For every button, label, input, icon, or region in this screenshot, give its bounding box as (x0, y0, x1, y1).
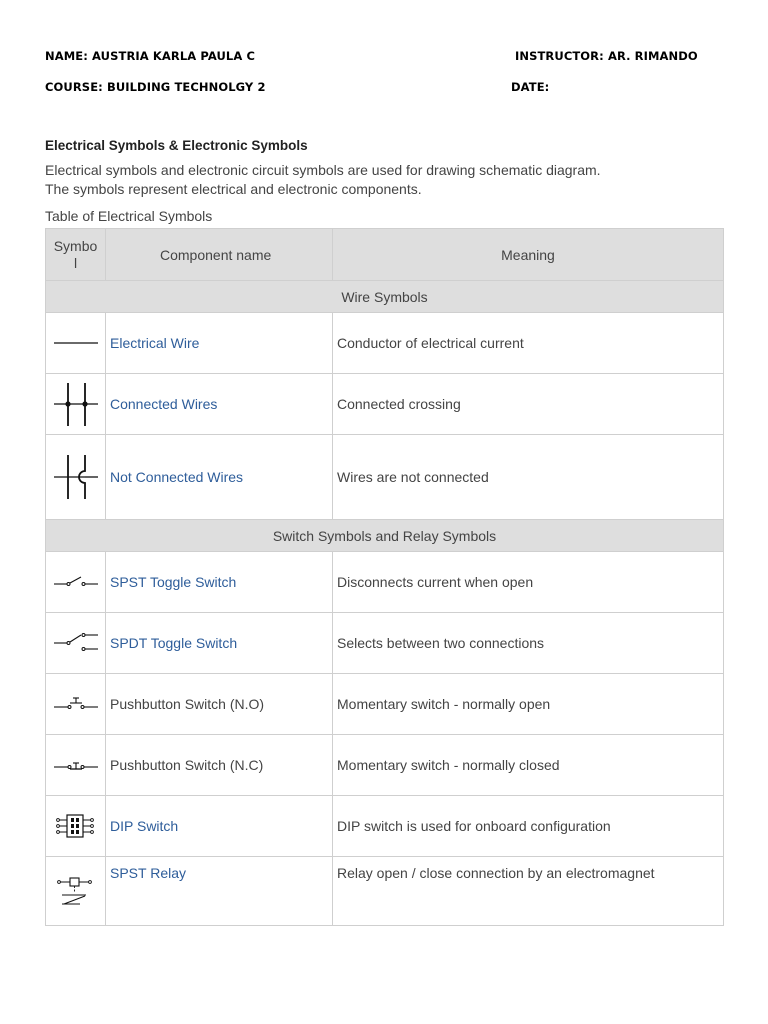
component-name: Pushbutton Switch (N.C) (106, 735, 333, 796)
table-row (46, 613, 724, 674)
intro-text (45, 161, 735, 199)
table-row (46, 313, 724, 374)
component-link[interactable]: SPDT Toggle Switch (106, 613, 333, 674)
column-header-meaning: Meaning (333, 229, 724, 281)
table-caption: Table of Electrical Symbols (45, 208, 213, 224)
component-name: Pushbutton Switch (N.O) (106, 674, 333, 735)
component-meaning: Conductor of electrical current (333, 313, 724, 374)
column-header-symbol (46, 229, 106, 281)
component-link[interactable]: SPST Toggle Switch (106, 552, 333, 613)
component-meaning: Momentary switch - normally closed (333, 735, 724, 796)
component-link[interactable]: SPST Relay (106, 857, 333, 926)
component-meaning: Connected crossing (333, 374, 724, 435)
table-row (46, 796, 724, 857)
table-row (46, 435, 724, 520)
intro-line-1: Electrical symbols and electronic circuit symbols are used for drawing schematic diagram. (45, 162, 601, 178)
spst-toggle-switch-icon (46, 552, 106, 613)
component-meaning: DIP switch is used for onboard configuration (333, 796, 724, 857)
connected-wires-icon (46, 374, 106, 435)
component-meaning: Wires are not connected (333, 435, 724, 520)
component-meaning: Momentary switch - normally open (333, 674, 724, 735)
pushbutton-nc-icon (46, 735, 106, 796)
table-row (46, 552, 724, 613)
student-name: NAME: AUSTRIA KARLA PAULA C (45, 49, 256, 63)
column-header-component: Component name (106, 229, 333, 281)
pushbutton-no-icon (46, 674, 106, 735)
spdt-toggle-switch-icon (46, 613, 106, 674)
spst-relay-icon (46, 857, 106, 926)
intro-line-2: The symbols represent electrical and electronic components. (45, 181, 422, 197)
section-title: Wire Symbols (46, 281, 724, 313)
electrical-symbols-table (45, 228, 724, 926)
component-link[interactable]: DIP Switch (106, 796, 333, 857)
table-row (46, 674, 724, 735)
component-link[interactable]: Electrical Wire (106, 313, 333, 374)
page-title: Electrical Symbols & Electronic Symbols (45, 138, 308, 153)
component-link[interactable]: Connected Wires (106, 374, 333, 435)
section-title: Switch Symbols and Relay Symbols (46, 520, 724, 552)
table-row (46, 857, 724, 926)
column-header-symbol-line1: Symbo (53, 237, 98, 254)
section-row-switch (46, 520, 724, 552)
not-connected-wires-icon (46, 435, 106, 520)
component-link[interactable]: Not Connected Wires (106, 435, 333, 520)
table-header-row (46, 229, 724, 281)
column-header-symbol-line2: l (73, 254, 78, 271)
course-name: COURSE: BUILDING TECHNOLGY 2 (45, 80, 266, 94)
component-meaning: Selects between two connections (333, 613, 724, 674)
date-label: DATE: (511, 80, 550, 94)
component-meaning: Disconnects current when open (333, 552, 724, 613)
component-meaning: Relay open / close connection by an electromagnet (333, 857, 724, 926)
dip-switch-icon (46, 796, 106, 857)
table-row (46, 374, 724, 435)
instructor-name: INSTRUCTOR: AR. RIMANDO (515, 49, 698, 63)
electrical-wire-icon (46, 313, 106, 374)
table-row (46, 735, 724, 796)
section-row-wire (46, 281, 724, 313)
